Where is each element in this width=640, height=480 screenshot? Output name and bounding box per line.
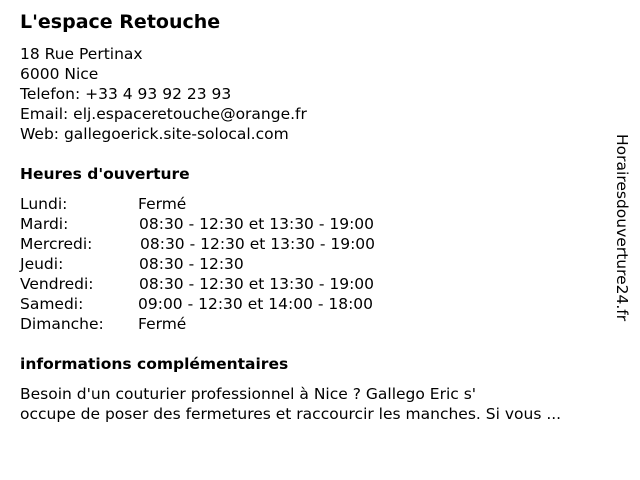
address-city: 6000 Nice xyxy=(20,65,99,83)
phone-number: Telefon: +33 4 93 92 23 93 xyxy=(20,85,232,103)
hours-day: Mardi: xyxy=(20,215,69,233)
hours-time: 08:30 - 12:30 et 13:30 - 19:00 xyxy=(139,275,375,293)
watermark xyxy=(612,134,634,344)
hours-row-mercredi xyxy=(20,234,440,254)
watermark-text: Horairesdouverture24.fr xyxy=(613,134,631,322)
hours-row-mardi xyxy=(20,214,440,234)
email-address: Email: elj.espaceretouche@orange.fr xyxy=(20,105,307,123)
hours-time: Fermé xyxy=(138,315,187,333)
hours-day: Lundi: xyxy=(20,195,68,213)
address-street: 18 Rue Pertinax xyxy=(20,45,143,63)
hours-row-lundi xyxy=(20,194,440,214)
description xyxy=(20,384,561,424)
hours-time: 08:30 - 12:30 xyxy=(139,255,244,273)
contact-block xyxy=(20,44,307,144)
hours-day: Jeudi: xyxy=(20,255,64,273)
hours-table xyxy=(20,194,440,334)
hours-day: Vendredi: xyxy=(20,275,94,293)
hours-row-dimanche xyxy=(20,314,440,334)
hours-heading: Heures d'ouverture xyxy=(20,165,190,183)
description-line: occupe de poser des fermetures et raccourcir les manches. Si vous ... xyxy=(20,405,562,423)
hours-row-jeudi xyxy=(20,254,440,274)
business-name: L'espace Retouche xyxy=(20,11,221,33)
info-heading: informations complémentaires xyxy=(20,355,289,373)
hours-day: Mercredi: xyxy=(20,235,93,253)
hours-row-samedi xyxy=(20,294,440,314)
hours-time: 08:30 - 12:30 et 13:30 - 19:00 xyxy=(139,215,375,233)
hours-day: Dimanche: xyxy=(20,315,104,333)
hours-time: 08:30 - 12:30 et 13:30 - 19:00 xyxy=(140,235,376,253)
description-line: Besoin d'un couturier professionnel à Nice ? Gallego Eric s' xyxy=(20,385,477,403)
website: Web: gallegoerick.site-solocal.com xyxy=(20,125,289,143)
hours-row-vendredi xyxy=(20,274,440,294)
hours-time: Fermé xyxy=(138,195,187,213)
hours-time: 09:00 - 12:30 et 14:00 - 18:00 xyxy=(138,295,374,313)
hours-day: Samedi: xyxy=(20,295,84,313)
